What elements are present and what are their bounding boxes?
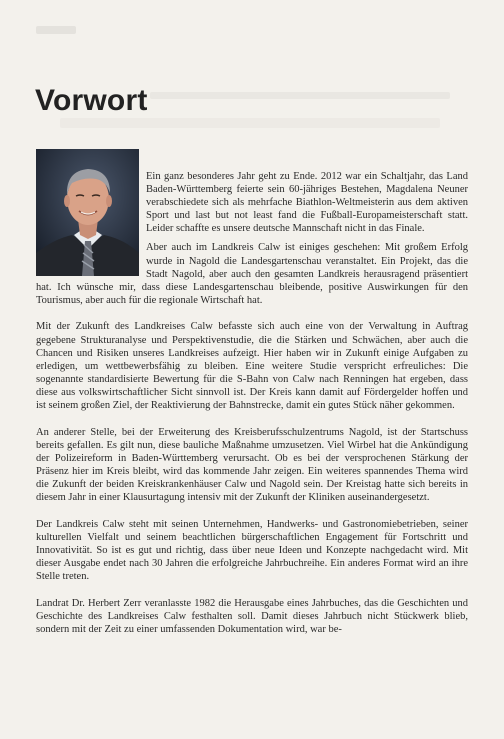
body-text	[36, 170, 468, 649]
page-title: Vorwort	[35, 84, 148, 117]
photo-spacer	[36, 170, 146, 278]
running-header-mark	[36, 26, 76, 34]
show-through-mark	[60, 118, 440, 128]
paragraph: Mit der Zukunft des Landkreises Calw befasste sich auch eine von der Verwaltung in Auftrag gegebene Strukturanalyse und Perspektivenstudie, die die Stärken und Schwächen, aber auch die Chancen und Risiken unseres Landkreises aufzeigt. Hier haben wir in Zukunft einige Aufgaben zu erledigen, um wettbewerbsfähig zu bleiben. Eine weitere Studie verspricht erfreuliches: Die sogenannte standardisierte Bewertung für die S-Bahn von Calw nach Renningen hat ergeben, dass diese aus volkswirtschaftlicher Sicht sinnvoll ist. Der Kreis kann damit auf Fördergelder hoffen und ist seinem großen Ziel, der Reaktivierung der Bahnstrecke, damit ein gutes Stück näher gekommen.	[36, 321, 468, 411]
paragraph: Der Landkreis Calw steht mit seinen Unternehmen, Handwerks- und Gastronomiebetrieben, seiner kulturellen Vielfalt und seinem beachtlichen bürgerschaftlichen Engagement für Fortschritt und Innovativität. So ist es gut und richtig, dass über neue Ideen und Konzepte nachgedacht wird. Mit dieser Ausgabe endet nach 30 Jahren die erfolgreiche Jahrbuchreihe. Ein anderes Format wird an ihre Stelle treten.	[36, 518, 468, 583]
paragraph: Aber auch im Landkreis Calw ist einiges geschehen: Mit großem Erfolg wurde in Nagold die Landesgartenschau veranstaltet. Ein Projekt, das die Stadt Nagold, aber auch den gesamten Landkreis herausragend präsentiert hat. Ich wünsche mir, dass diese Landesgartenschau bleibende, positive Auswirkungen für den Tourismus, aber auch für die regionale Wirtschaft hat.	[36, 242, 468, 306]
paragraph: Landrat Dr. Herbert Zerr veranlasste 1982 die Herausgabe eines Jahrbuches, das die Geschichten und Geschichte des Landkreises Calw festhalten soll. Damit dieses Jahrbuch nicht Stückwerk blieb, sondern mit der Zeit zu einer umfassenden Dokumentation wird, war be-	[36, 597, 468, 635]
paragraph: An anderer Stelle, bei der Erweiterung des Kreisberufsschulzentrums Nagold, ist der Startschuss bereits gefallen. Es gilt nun, diese bauliche Maßnahme umzusetzen. Viel Wirbel hat die Ankündigung der Polizeireform in Baden-Württemberg verursacht. Ob es bei der versprochenen Stärkung der Präsenz hier im Kreis bleibt, wird das kommende Jahr zeigen. Ein weiteres spannendes Thema wird die Zukunft der beiden Kreiskrankenhäuser Calw und Nagold sein. Der Kreistag hatte sich bereits in diesem Jahr in einer Klausurtagung intensiv mit der Zukunft der Kliniken auseinandergesetzt.	[36, 426, 468, 504]
show-through-mark	[150, 92, 450, 99]
paragraph: Ein ganz besonderes Jahr geht zu Ende. 2012 war ein Schaltjahr, das Land Baden-Württemberg feierte sein 60-jähriges Bestehen, Magdalena Neuner verabschiedete sich als mehrfache Biathlon-Weltmeisterin aus dem aktiven Sport und last but not least fand die Fußball-Europameisterschaft statt. Leider schaffte es unsere deutsche Mannschaft nicht in das Finale.	[146, 171, 468, 235]
